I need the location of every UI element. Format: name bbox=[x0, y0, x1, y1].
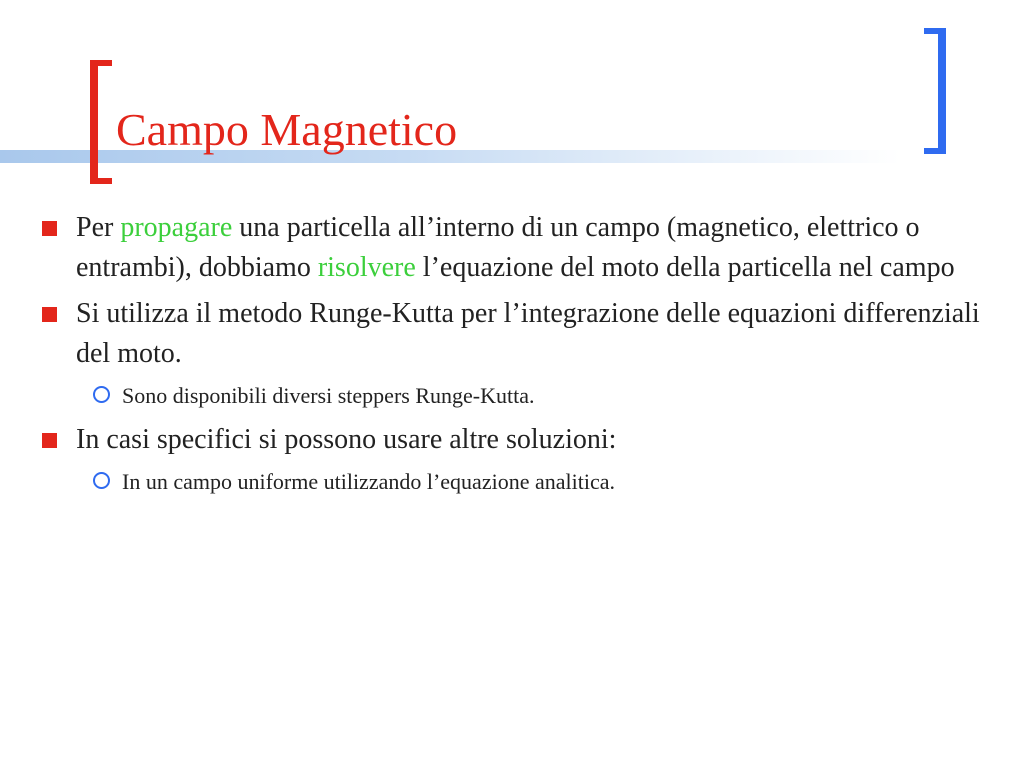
sub-bullet-item bbox=[40, 380, 990, 412]
bullet-item bbox=[40, 294, 990, 374]
left-bracket-decoration bbox=[90, 60, 112, 184]
highlight-word: propagare bbox=[120, 212, 233, 243]
bullet-text-part: l’equazione del moto della particella nel campo bbox=[415, 252, 955, 283]
bullet-text: Si utilizza il metodo Runge-Kutta per l’integrazione delle equazioni differenziali del moto. bbox=[76, 298, 980, 369]
highlight-word: risolvere bbox=[317, 252, 416, 283]
square-bullet-icon bbox=[42, 221, 57, 236]
sub-bullet-item bbox=[40, 466, 990, 498]
square-bullet-icon bbox=[42, 433, 57, 448]
sub-bullet-text: Sono disponibili diversi steppers Runge-Kutta. bbox=[122, 383, 535, 408]
circle-bullet-icon bbox=[93, 472, 110, 489]
bullet-item bbox=[40, 208, 990, 288]
bullet-text: In casi specifici si possono usare altre soluzioni: bbox=[76, 424, 617, 455]
right-bracket-decoration bbox=[924, 28, 946, 154]
slide-title: Campo Magnetico bbox=[116, 104, 458, 155]
circle-bullet-icon bbox=[93, 386, 110, 403]
bullet-item bbox=[40, 420, 990, 460]
bullet-text-part: Per bbox=[76, 212, 121, 243]
slide-content bbox=[40, 208, 990, 506]
square-bullet-icon bbox=[42, 307, 57, 322]
sub-bullet-text: In un campo uniforme utilizzando l’equazione analitica. bbox=[122, 469, 615, 494]
bullet-text-part: una particella all’interno di un campo (magnetico, elettrico o entrambi), dobbiamo bbox=[76, 212, 920, 283]
